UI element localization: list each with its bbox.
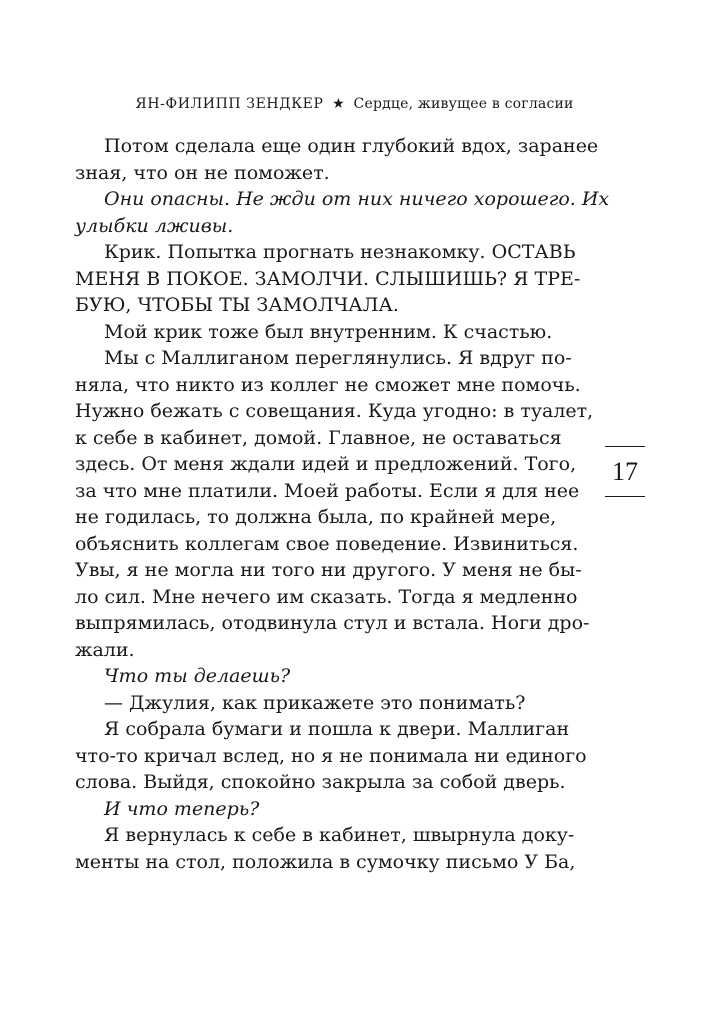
text-line: ло сил. Мне нечего им сказать. Тогда я медленно [75,585,578,608]
text-line: Я вернулась к себе в кабинет, швырнула доку- [104,824,575,846]
text-line: Увы, я не могла ни того ни другого. У меня не бы- [75,559,582,581]
running-head-title: Сердце, живущее в согласии [353,96,574,112]
text-line: МЕНЯ В ПОКОЕ. ЗАМОЛЧИ. СЛЫШИШЬ? Я ТРЕ- [75,267,581,290]
running-head [0,96,709,112]
body-text [75,133,610,875]
text-line: жали. [75,638,135,661]
text-line: здесь. От меня ждали идей и предложений. Того, [75,453,577,475]
running-head-author: ЯН-ФИЛИПП ЗЕНДКЕР [135,96,324,112]
page-number: 17 [612,457,638,486]
page-number-box [605,446,645,497]
text-line: няла, что никто из коллег не сможет мне помочь. [75,373,581,396]
italic-thought-line: Что ты делаешь? [104,665,291,687]
text-line: за что мне платили. Моей работы. Если я для нее [75,479,580,502]
italic-thought-line: улыбки лживы. [75,214,234,237]
text-line: Мой крик тоже был внутренним. К счастью. [104,320,553,343]
text-line: Мы с Маллиганом переглянулись. Я вдруг по- [104,347,572,369]
text-line: слова. Выйдя, спокойно закрыла за собой дверь. [75,771,566,793]
italic-thought-line: И что теперь? [104,797,260,820]
star-icon: ★ [332,96,345,112]
text-line: Я собрала бумаги и пошла к двери. Маллиган [104,718,570,740]
text-line: Потом сделала еще один глубокий вдох, заранее [104,135,599,157]
text-line: к себе в кабинет, домой. Главное, не оставаться [75,426,562,449]
text-line: менты на стол, положила в сумочку письмо У Ба, [75,850,576,873]
text-line: не годилась, то должна была, по крайней мере, [75,506,557,528]
italic-thought-line: Они опасны. Не жди от них ничего хорошего. Их [104,188,610,210]
text-line: Нужно бежать с совещания. Куда угодно: в туалет, [75,400,594,422]
text-line: Крик. Попытка прогнать незнакомку. ОСТАВЬ [104,241,576,263]
text-line: объяснить коллегам свое поведение. Извиниться. [75,532,579,555]
text-line: зная, что он не поможет. [75,161,330,184]
text-line: выпрямилась, отодвинула стул и встала. Ноги дро- [75,612,590,634]
text-line: что-то кричал вслед, но я не понимала ни единого [75,744,587,767]
text-line: БУЮ, ЧТОБЫ ТЫ ЗАМОЛЧАЛА. [75,294,399,316]
dialogue-line: — Джулия, как прикажете это понимать? [104,691,526,714]
